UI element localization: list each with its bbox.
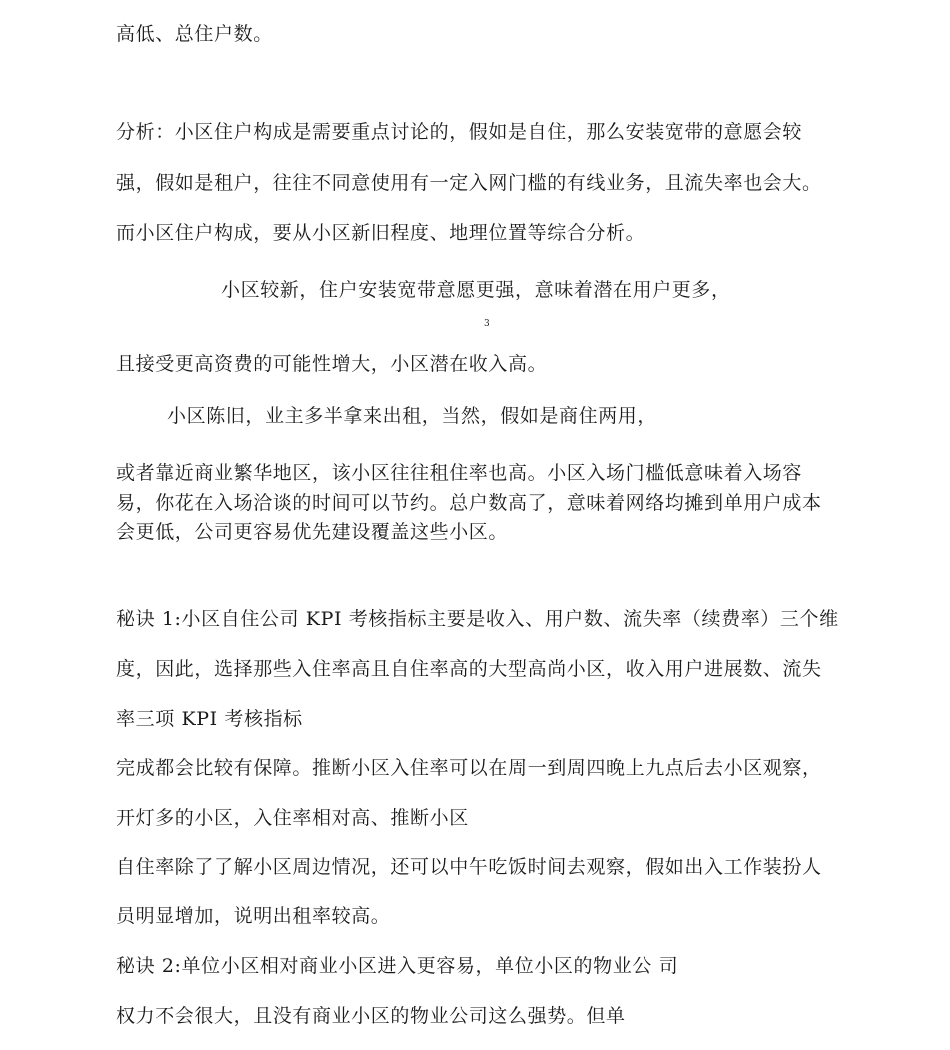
text-line: 小区陈旧，业主多半拿来出租，当然，假如是商住两用， — [167, 405, 658, 427]
text-line: 秘诀 2:单位小区相对商业小区进入更容易，单位小区的物业公 司 — [116, 955, 679, 977]
text-line: 秘诀 1:小区自住公司 KPI 考核指标主要是收入、用户数、流失率（续费率）三个维 — [116, 608, 839, 630]
page-number: 3 — [484, 319, 490, 329]
text-line: 完成都会比较有保障。推断小区入住率可以在周一到周四晚上九点后去小区观察， — [116, 757, 822, 779]
text-line: 度，因此，选择那些入住率高且自住率高的大型高尚小区，收入用户进展数、流失 — [116, 658, 822, 680]
text-line: 且接受更高资费的可能性增大，小区潜在收入高。 — [116, 353, 548, 375]
text-line: 而小区住户构成，要从小区新旧程度、地理位置等综合分析。 — [116, 222, 646, 244]
text-line: 小区较新，住户安装宽带意愿更强，意味着潜在用户更多， — [221, 279, 731, 301]
text-line: 分析：小区住户构成是需要重点讨论的，假如是自住，那么安装宽带的意愿会较 — [116, 121, 803, 143]
text-line: 或者靠近商业繁华地区，该小区往往租住率也高。小区入场门槛低意味着入场容 — [116, 462, 803, 484]
text-line: 强，假如是租户，往往不同意使用有一定入网门槛的有线业务，且流失率也会大。 — [116, 172, 822, 194]
text-line: 会更低，公司更容易优先建设覆盖这些小区。 — [116, 521, 509, 543]
text-line: 开灯多的小区，入住率相对高、推断小区 — [116, 807, 469, 829]
text-line: 自住率除了了解小区周边情况，还可以中午吃饭时间去观察，假如出入工作装扮人 — [116, 856, 822, 878]
text-line: 高低、总住户数。 — [116, 23, 273, 45]
text-line: 率三项 KPI 考核指标 — [116, 708, 303, 730]
text-line: 员明显增加，说明出租率较高。 — [116, 905, 391, 927]
text-line: 权力不会很大，且没有商业小区的物业公司这么强势。但单 — [116, 1005, 626, 1027]
text-line: 易，你花在入场洽谈的时间可以节约。总户数高了，意味着网络均摊到单用户成本 — [116, 492, 822, 514]
